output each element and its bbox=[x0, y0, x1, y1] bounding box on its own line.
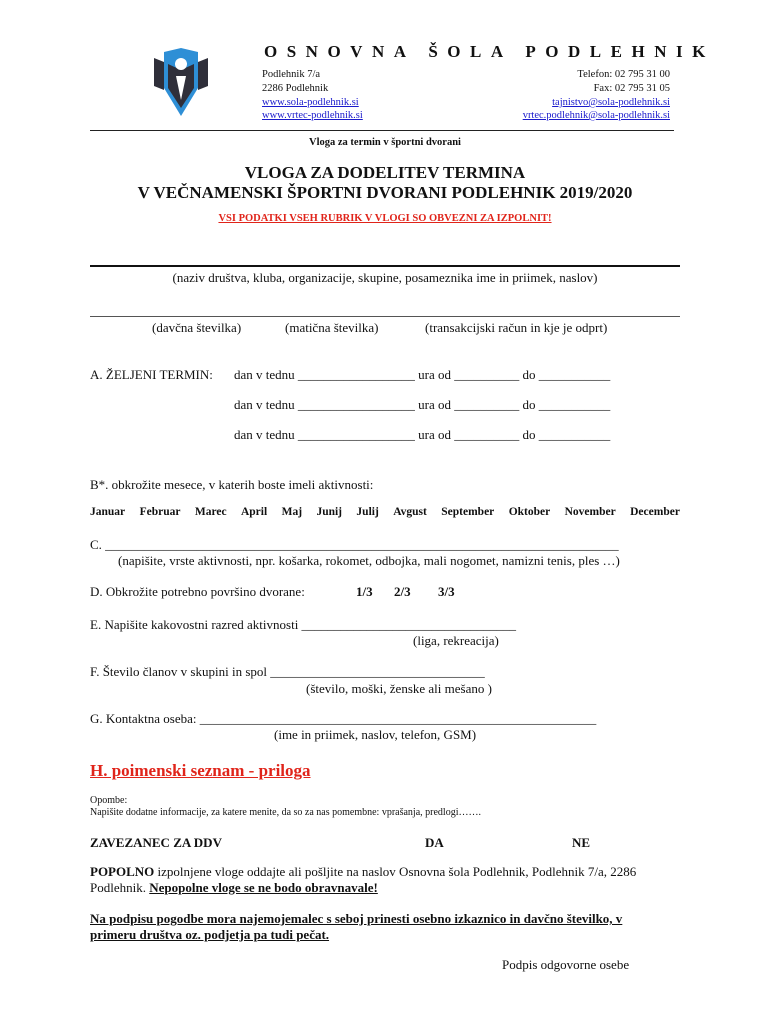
school-name: OSNOVNA ŠOLA PODLEHNIK bbox=[264, 42, 715, 61]
quality-class-field[interactable]: E. Napišite kakovostni razred aktivnosti _________________________________ bbox=[90, 617, 517, 632]
complete-bold: POPOLNO bbox=[90, 864, 155, 879]
month-june[interactable]: Junij bbox=[316, 506, 343, 518]
submission-instructions-line-2 bbox=[90, 880, 378, 896]
address-tail: Podlehnik. bbox=[90, 880, 150, 895]
area-option-full[interactable]: 3/3 bbox=[438, 584, 455, 599]
month-december[interactable]: December bbox=[630, 506, 680, 518]
applicant-name-line[interactable] bbox=[90, 265, 680, 267]
address-line-2: 2286 Podlehnik bbox=[262, 83, 329, 94]
vat-payer-label: ZAVEZANEC ZA DDV bbox=[90, 835, 222, 850]
contact-person-hint: (ime in priimek, naslov, telefon, GSM) bbox=[274, 727, 477, 742]
months-list bbox=[90, 506, 680, 518]
month-august[interactable]: Avgust bbox=[393, 506, 427, 518]
contact-person-field[interactable]: G. Kontaktna oseba: _____________________________________________________________ bbox=[90, 711, 597, 726]
applicant-ids-line[interactable] bbox=[90, 316, 680, 317]
area-option-two-thirds[interactable]: 2/3 bbox=[394, 584, 411, 599]
phone-number: Telefon: 02 795 31 00 bbox=[577, 69, 670, 80]
bank-account-caption: (transakcijski račun in kje je odprt) bbox=[425, 320, 608, 335]
members-hint: (število, moški, ženske ali mešano ) bbox=[306, 681, 492, 696]
section-d-label: D. Obkrožite potrebno površino dvorane: bbox=[90, 584, 305, 599]
id-notice-line-1: Na podpisu pogodbe mora najemojemalec s seboj prinesti osebno izkaznico in davčno številko, v bbox=[90, 911, 623, 926]
activity-type-hint: (napišite, vrste aktivnosti, npr. košarka, rokomet, odbojka, mali nogomet, namizni tenis, ples …) bbox=[118, 553, 620, 568]
header-divider bbox=[90, 130, 674, 131]
members-field[interactable]: F. Število članov v skupini in spol _________________________________ bbox=[90, 664, 485, 679]
month-july[interactable]: Julij bbox=[356, 506, 379, 518]
section-a-label: A. ŽELJENI TERMIN: bbox=[90, 367, 213, 382]
section-b-label: B*. obkrožite mesece, v katerih boste imeli aktivnosti: bbox=[90, 477, 374, 492]
title-line-1: VLOGA ZA DODELITEV TERMINA bbox=[244, 163, 526, 182]
submission-instructions bbox=[90, 864, 636, 880]
term-row-3[interactable]: dan v tednu __________________ ura od __________ do ___________ bbox=[234, 427, 611, 442]
month-april[interactable]: April bbox=[240, 506, 268, 518]
id-notice-line-2: primeru društva oz. podjetja pa tudi pečat. bbox=[90, 927, 330, 942]
incomplete-notice: Nepopolne vloge se ne bodo obravnavale! bbox=[149, 880, 378, 895]
school-logo bbox=[150, 42, 212, 122]
registration-number-caption: (matična številka) bbox=[285, 320, 379, 335]
term-row-2[interactable]: dan v tednu __________________ ura od __________ do ___________ bbox=[234, 397, 611, 412]
month-september[interactable]: September bbox=[441, 506, 495, 518]
month-october[interactable]: Oktober bbox=[508, 506, 551, 518]
school-website-link[interactable]: www.sola-podlehnik.si bbox=[262, 97, 359, 108]
month-november[interactable]: November bbox=[564, 506, 616, 518]
applicant-name-caption: (naziv društva, kluba, organizacije, skupine, posameznika ime in priimek, naslov) bbox=[172, 270, 598, 285]
fax-number: Fax: 02 795 31 05 bbox=[593, 83, 670, 94]
school-email-link[interactable]: tajnistvo@sola-podlehnik.si bbox=[552, 97, 670, 108]
address-line-1: Podlehnik 7/a bbox=[262, 69, 321, 80]
kindergarten-email-link[interactable]: vrtec.podlehnik@sola-podlehnik.si bbox=[522, 110, 670, 121]
month-january[interactable]: Januar bbox=[90, 506, 126, 518]
vat-no-option[interactable]: NE bbox=[572, 835, 591, 850]
term-row-1[interactable]: dan v tednu __________________ ura od __________ do ___________ bbox=[234, 367, 611, 382]
document-subtitle: Vloga za termin v športni dvorani bbox=[309, 137, 461, 148]
month-may[interactable]: Maj bbox=[281, 506, 303, 518]
note-text: Napišite dodatne informacije, za katere menite, da so za nas pomembne: vprašanja, predlogi……. bbox=[90, 807, 481, 818]
quality-class-hint: (liga, rekreacija) bbox=[413, 633, 499, 648]
attachment-heading: H. poimenski seznam - priloga bbox=[90, 761, 311, 780]
title-line-2: V VEČNAMENSKI ŠPORTNI DVORANI PODLEHNIK 2019/2020 bbox=[137, 183, 633, 202]
activity-type-field[interactable]: C. _______________________________________________________________________________ bbox=[90, 537, 619, 552]
signature-label: Podpis odgovorne osebe bbox=[502, 957, 630, 972]
tax-number-caption: (davčna številka) bbox=[152, 320, 242, 335]
month-february[interactable]: Februar bbox=[139, 506, 181, 518]
mandatory-warning: VSI PODATKI VSEH RUBRIK V VLOGI SO OBVEZNI ZA IZPOLNIT! bbox=[218, 213, 552, 224]
note-label: Opombe: bbox=[90, 795, 128, 806]
vat-yes-option[interactable]: DA bbox=[425, 835, 444, 850]
complete-text: izpolnjene vloge oddajte ali pošljite na naslov Osnovna šola Podlehnik, Podlehnik 7/a, 2286 bbox=[154, 864, 637, 879]
kindergarten-website-link[interactable]: www.vrtec-podlehnik.si bbox=[262, 110, 363, 121]
month-march[interactable]: Marec bbox=[194, 506, 227, 518]
area-option-one-third[interactable]: 1/3 bbox=[356, 584, 373, 599]
